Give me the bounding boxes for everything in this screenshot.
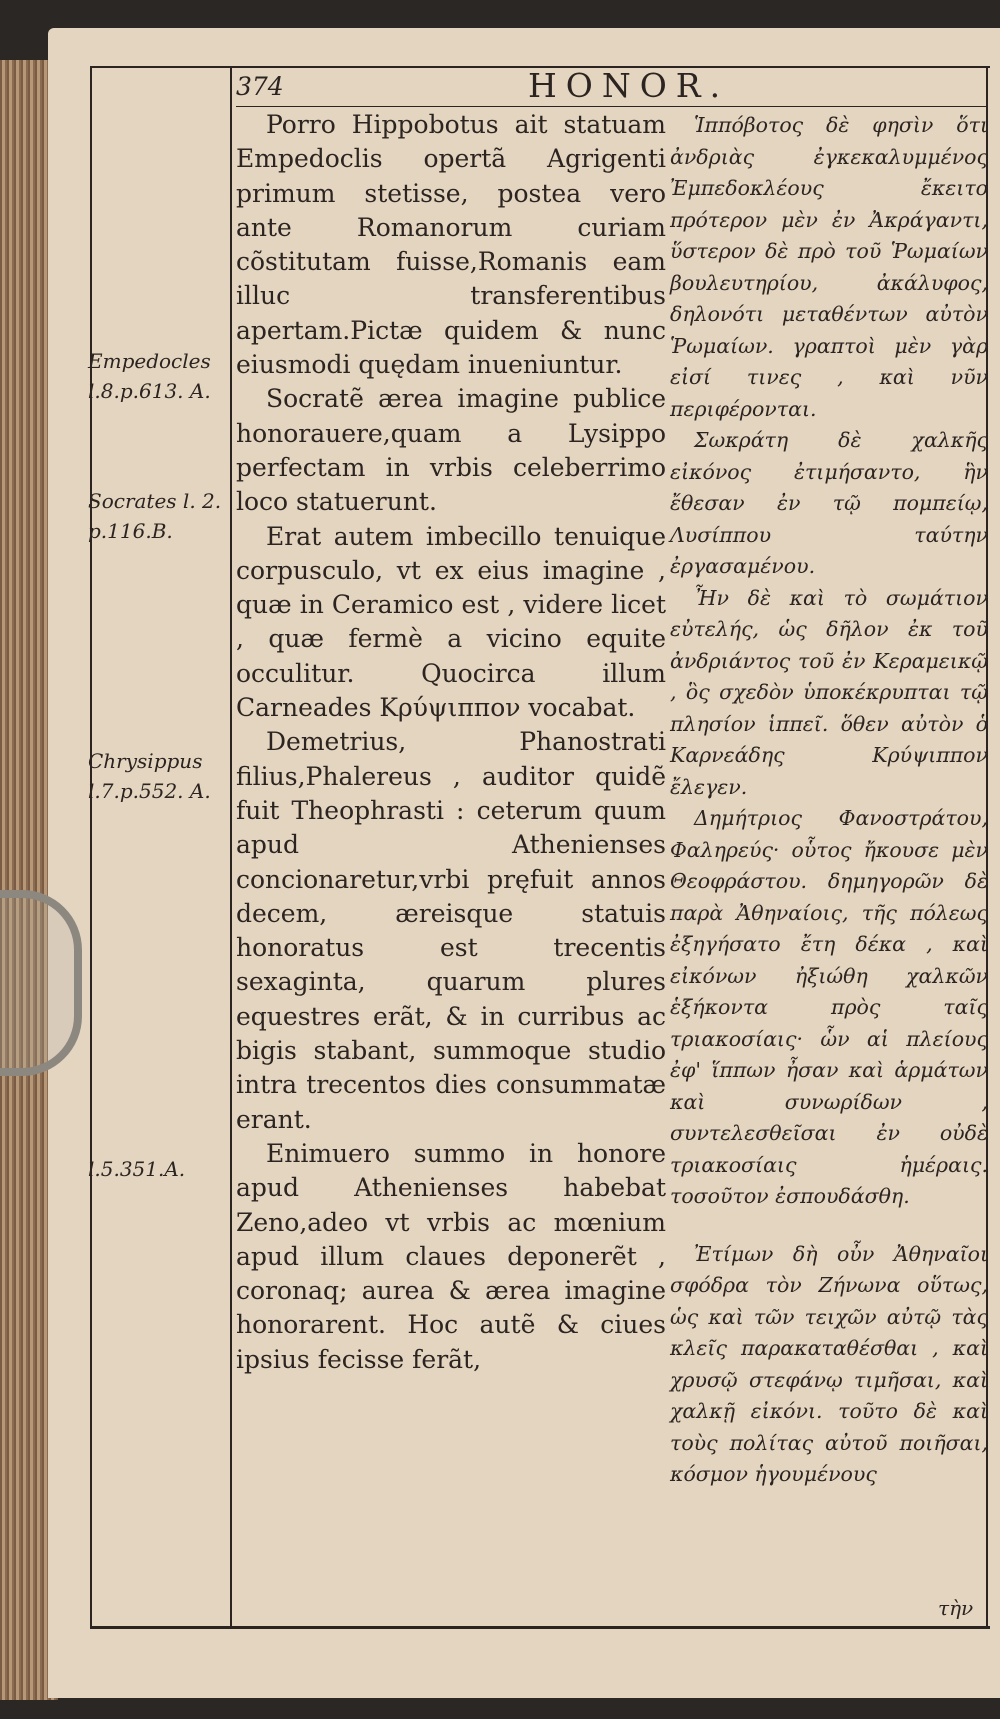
latin-column xyxy=(236,108,666,1377)
margin-note-line: Socrates l. 2. xyxy=(88,489,222,513)
greek-paragraph: Ἦν δὲ καὶ τὸ σωμάτιον εὐτελής, ὡς δῆλον ἐκ τοῦ ἀνδριάντος τοῦ ἐν Κεραμεικῷ , ὃς σχεδὸν ὑποκέκρυπται τῷ πλησίον ἱππεῖ. ὅθεν αὐτὸν ὁ Καρνεάδης Κρύψιππον ἔλεγεν. xyxy=(670,585,988,799)
margin-note-line: p.116.B. xyxy=(88,519,173,543)
greek-paragraph: Ἱππόβοτος δὲ φησὶν ὅτι ἀνδριὰς ἐγκεκαλυμμένος Ἐμπεδοκλέους ἔκειτο πρότερον μὲν ἐν Ἀκράγαντι, ὕστερον δὲ πρὸ τοῦ Ῥωμαίων βουλευτηρίου, ἀκάλυφος, δηλονότι μεταθέντων αὐτὸν Ῥωμαίων. γραπτοὶ μὲν γὰρ εἰσί τινες , καὶ νῦν περιφέρονται. xyxy=(670,113,988,421)
page-clip xyxy=(0,890,82,1076)
latin-paragraph: Socratẽ ærea imagine publice honorauere,quam a Lysippo perfectam in vrbis celeberrimo loco statuerunt. xyxy=(236,384,666,517)
greek-paragraph: Σωκράτη δὲ χαλκῆς εἰκόνος ἐτιμήσαντο, ἣν ἔθεσαν ἐν τῷ πομπείῳ, Λυσίππου ταύτην ἐργασαμένου. xyxy=(670,428,988,578)
catchword: τὴν xyxy=(938,1596,974,1620)
greek-paragraph: Δημήτριος Φανοστράτου, Φαληρεύς· οὗτος ἤκουσε μὲν Θεοφράστου. δημηγορῶν δὲ παρὰ Ἀθηναίοις, τῆς πόλεως ἐξηγήσατο ἔτη δέκα , καὶ εἰκόνων ἠξιώθη χαλκῶν ἑξήκοντα πρὸς ταῖς τριακοσίαις· ὧν αἱ πλείους ἐφ' ἵππων ἦσαν καὶ ἁρμάτων καὶ συνωρίδων , συντελεσθεῖσαι ἐν οὐδὲ τριακοσίαις ἡμέραις. τοσοῦτον ἐσπουδάσθη. xyxy=(670,806,988,1208)
book-page xyxy=(48,28,1000,1698)
bottom-rule xyxy=(90,1626,990,1629)
margin-note-empedocles xyxy=(88,346,228,406)
greek-column xyxy=(670,110,988,1491)
page-number: 374 xyxy=(236,72,284,101)
margin-rule xyxy=(230,68,232,1626)
header-rule xyxy=(236,106,986,107)
margin-note-line: Chrysippus xyxy=(88,749,203,773)
margin-note-zeno xyxy=(88,1154,228,1184)
running-head: HONOR. xyxy=(528,66,730,105)
latin-paragraph: Erat autem imbecillo tenuique corpusculo, vt ex eius imagine , quæ in Ceramico est , videre licet , quæ fermè a vicino equite occulitur. Quocirca illum Carneades Κρύψιππον vocabat. xyxy=(236,521,666,723)
outer-left-rule xyxy=(90,68,92,1626)
latin-paragraph: Enimuero summo in honore apud Athenienses habebat Zeno,adeo vt vrbis ac mœnium apud illum claues deponerẽt , coronaq; aurea & ærea imagine honorarent. Hoc autẽ & ciues ipsius fecisse ferãt, xyxy=(236,1138,666,1374)
latin-paragraph: Porro Hippobotus ait statuam Empedoclis opertã Agrigenti primum stetisse, postea vero ante Romanorum curiam cõstitutam fuisse,Romanis eam illuc transferentibus apertam.Pictæ quidem & nunc eiusmodi quędam inueniuntur. xyxy=(236,110,666,380)
margin-note-line: l.7.p.552. A. xyxy=(88,779,211,803)
margin-note-line: l.5.351.A. xyxy=(88,1157,186,1181)
margin-note-chrysippus xyxy=(88,746,228,806)
greek-paragraph: Ἐτίμων δὴ οὖν Ἀθηναῖοι σφόδρα τὸν Ζήνωνα οὕτως, ὡς καὶ τῶν τειχῶν αὐτῷ τὰς κλεῖς παρακαταθέσθαι , καὶ χρυσῷ στεφάνῳ τιμῆσαι, καὶ χαλκῇ εἰκόνι. τοῦτο δὲ καὶ τοὺς πολίτας αὐτοῦ ποιῆσαι, κόσμον ἡγουμένους xyxy=(670,1241,988,1486)
margin-note-line: Empedocles xyxy=(88,349,211,373)
margin-note-line: l.8.p.613. A. xyxy=(88,379,211,403)
margin-note-socrates xyxy=(88,486,228,546)
latin-paragraph: Demetrius, Phanostrati filius,Phalereus , auditor quidẽ fuit Theophrasti : ceterum quum apud Athenienses concionaretur,vrbi pręfuit annos decem, æreisque statuis honoratus est trecentis sexaginta, quarum plures equestres erãt, & in curribus ac bigis stabant, summoque studio intra trecentos dies consummatæ erant. xyxy=(236,727,666,1134)
